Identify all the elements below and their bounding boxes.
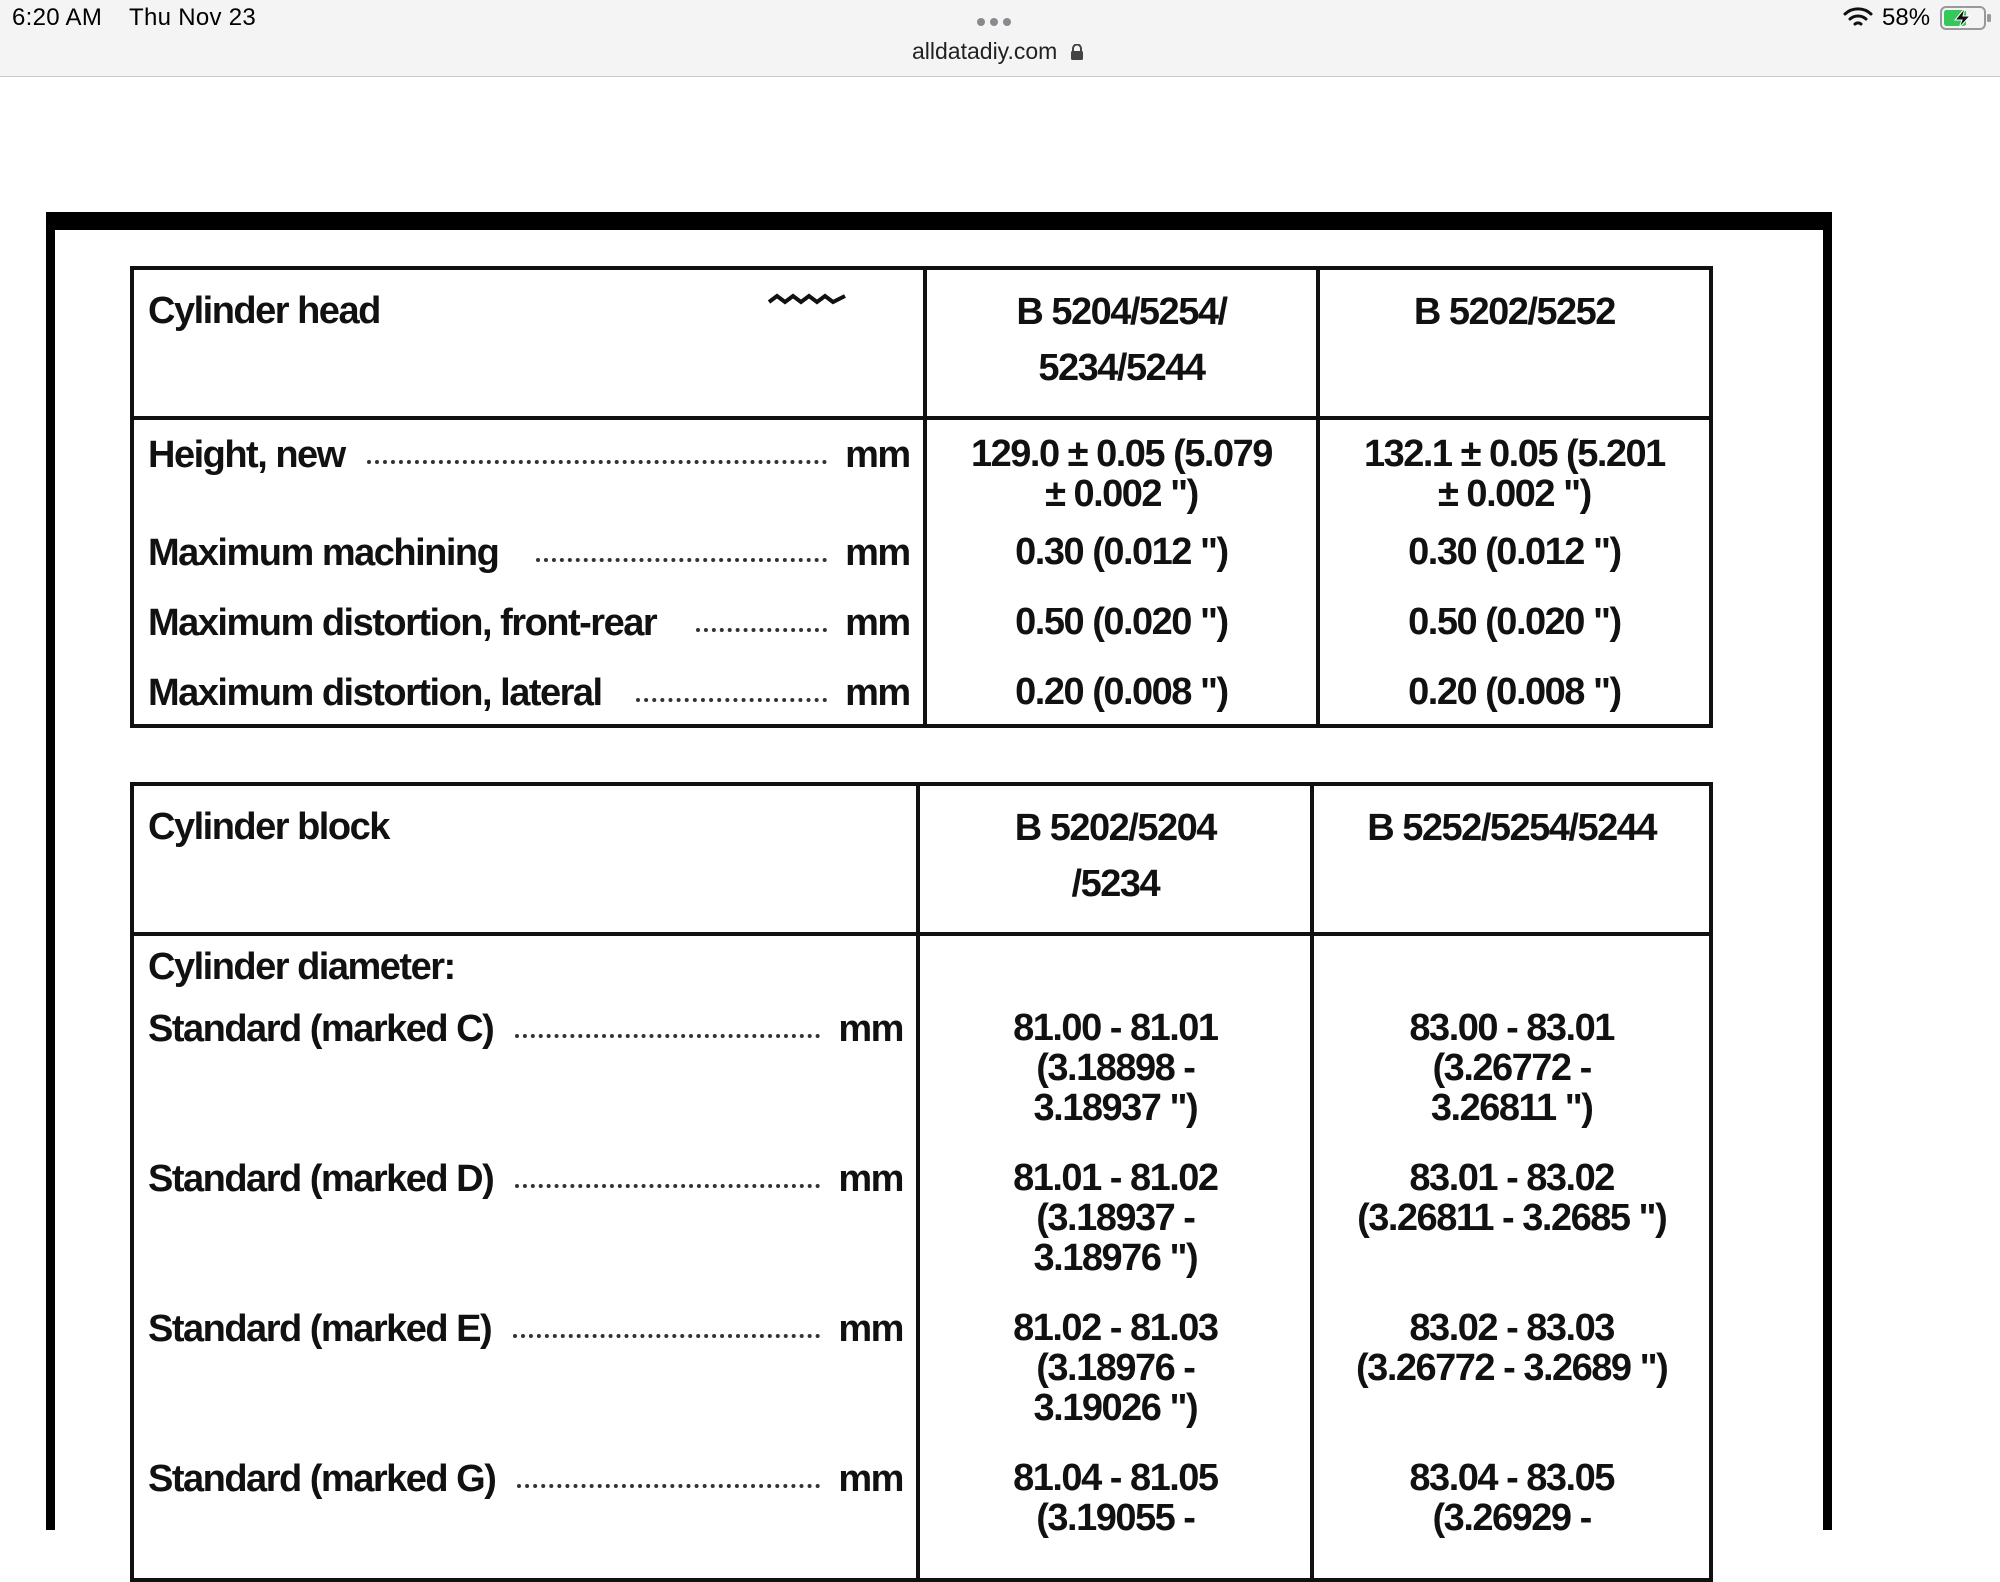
section-label-row: [134, 946, 916, 1008]
value-cell: 81.04 - 81.05 (3.19055 -: [1013, 1457, 1218, 1539]
row-label: Height, new: [148, 434, 345, 476]
table-body: [132, 934, 1711, 1580]
cylinder-block-title: Cylinder block: [148, 806, 389, 848]
table-row: [134, 1158, 916, 1308]
more-options-icon[interactable]: [977, 18, 1011, 26]
value-cell: 83.04 - 83.05 (3.26929 -: [1409, 1457, 1614, 1539]
cylinder-block-col-a-header: B 5202/5204 /5234: [918, 784, 1312, 934]
browser-top-bar: [0, 0, 2000, 77]
value-cell: 0.20 (0.008 "): [1015, 671, 1228, 713]
table-row: [134, 672, 923, 724]
value-cell: 0.30 (0.012 "): [1408, 531, 1621, 573]
value-cell: 0.50 (0.020 "): [1015, 601, 1228, 643]
row-unit: mm: [845, 672, 910, 714]
cylinder-head-col-b-header: B 5202/5252: [1318, 268, 1711, 418]
cylinder-block-table: [130, 782, 1713, 1582]
row-label: Standard (marked C): [148, 1008, 494, 1050]
document-frame: [46, 212, 1832, 1539]
value-cell: 81.02 - 81.03 (3.18976 - 3.19026 "): [1013, 1307, 1218, 1429]
value-cell: 81.00 - 81.01 (3.18898 - 3.18937 "): [1013, 1007, 1218, 1129]
row-label: Standard (marked G): [148, 1458, 496, 1500]
cylinder-head-title: Cylinder head: [148, 290, 380, 332]
value-cell: 132.1 ± 0.05 (5.201 ± 0.002 "): [1363, 433, 1665, 515]
scribble-mark: [767, 292, 847, 306]
table-row: [134, 1008, 916, 1158]
cylinder-block-col-b-header: B 5252/5254/5244: [1312, 784, 1711, 934]
row-unit: mm: [845, 532, 910, 574]
row-unit: mm: [838, 1308, 903, 1350]
row-unit: mm: [845, 434, 910, 476]
table-row: [134, 532, 923, 602]
battery-charging-icon: [1940, 6, 1992, 30]
value-cell: 0.50 (0.020 "): [1408, 601, 1621, 643]
status-date: Thu Nov 23: [129, 4, 257, 31]
table-row: [134, 1308, 916, 1458]
value-cell: 83.01 - 83.02 (3.26811 - 3.2685 "): [1357, 1157, 1667, 1239]
value-cell: 0.20 (0.008 "): [1408, 671, 1621, 713]
row-unit: mm: [838, 1158, 903, 1200]
address-bar-url[interactable]: alldatadiy.com: [912, 38, 1058, 64]
section-label: Cylinder diameter:: [148, 946, 455, 988]
lock-icon: [1070, 44, 1084, 60]
wifi-icon: [1843, 6, 1873, 28]
value-cell: 81.01 - 81.02 (3.18937 - 3.18976 "): [1013, 1157, 1218, 1279]
table-row: [134, 434, 923, 532]
value-cell: 129.0 ± 0.05 (5.079 ± 0.002 "): [971, 433, 1272, 515]
value-cell: 83.00 - 83.01 (3.26772 - 3.26811 "): [1409, 1007, 1614, 1129]
status-time: 6:20 AM: [12, 4, 103, 31]
value-cell: 0.30 (0.012 "): [1015, 531, 1228, 573]
table-row: [134, 1458, 916, 1578]
battery-percent: 58%: [1882, 4, 1931, 31]
row-unit: mm: [838, 1458, 903, 1500]
row-unit: mm: [838, 1008, 903, 1050]
row-label: Maximum machining: [148, 532, 499, 574]
row-label: Standard (marked E): [148, 1308, 492, 1350]
value-cell: 83.02 - 83.03 (3.26772 - 3.2689 "): [1356, 1307, 1668, 1389]
table-row: [134, 602, 923, 672]
row-unit: mm: [845, 602, 910, 644]
row-label: Standard (marked D): [148, 1158, 494, 1200]
cylinder-head-col-a-header: B 5204/5254/ 5234/5244: [925, 268, 1318, 418]
row-label: Maximum distortion, lateral: [148, 672, 602, 714]
table-body: [132, 418, 1711, 726]
cylinder-head-table: [130, 266, 1713, 728]
row-label: Maximum distortion, front-rear: [148, 602, 657, 644]
